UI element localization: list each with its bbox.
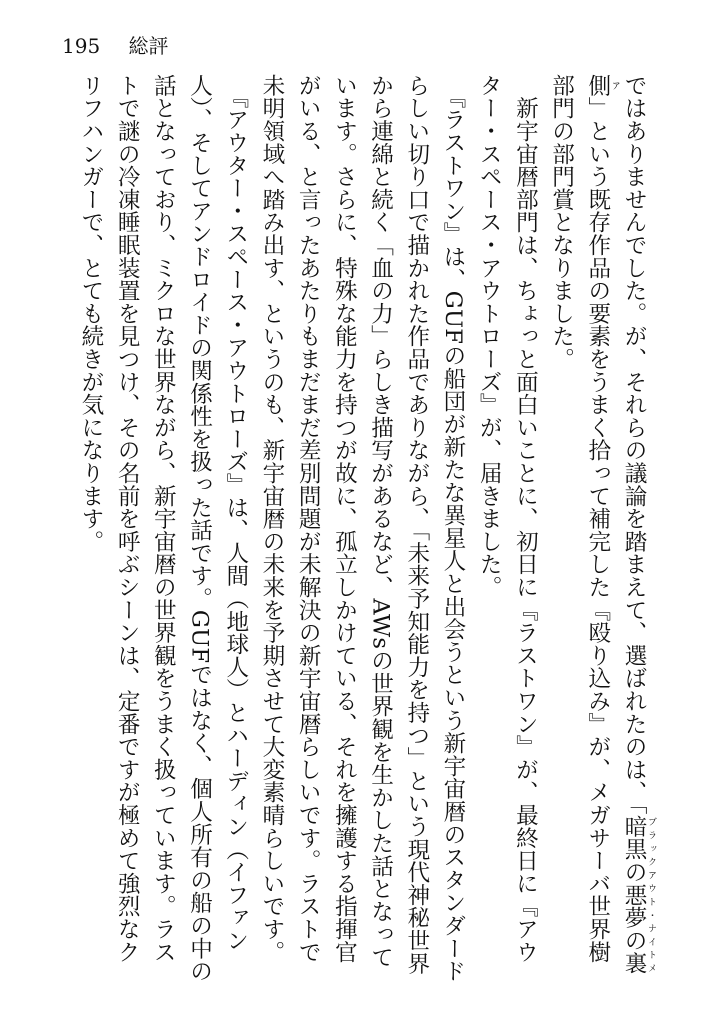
ruby-base: 暗黒の悪夢の裏側 bbox=[584, 74, 647, 975]
vertical-text-body bbox=[73, 74, 656, 984]
page-header bbox=[62, 30, 169, 59]
paragraph-1-end: 」という既存作品の要素をうまく拾って補完した『殴り込み』が、メガサーバ世界樹部門の部門賞となりました。 bbox=[548, 74, 611, 964]
page-number: 195 bbox=[62, 34, 101, 58]
paragraph-4-text: 『アウター・スペース・アウトローズ』は、人間（地球人）とハーディン（イファン人）、そしてアンドロイドの関係性を扱った話です。GUFではなく、個人所有の船の中の話となっており、ミクロな世界ながら、新宇宙暦の世界観をうまく扱っています。ラストで謎の冷凍睡眠装置を見つけ、その名前を呼ぶシーンは、定番ですが極めて強烈なクリフハンガーで、とても続きが気になります。 bbox=[77, 74, 249, 983]
paragraph-1-start: ではありませんでした。が、それらの議論を踏まえて、選ばれたのは、「 bbox=[621, 74, 647, 816]
paragraph-3 bbox=[254, 74, 471, 984]
paragraph-1 bbox=[543, 74, 656, 984]
ruby-reading: ブラックアウト・ナイトメア bbox=[609, 74, 656, 975]
paragraph-2-text: 新宇宙暦部門は、ちょっと面白いことに、初日に『ラストワン』が、最終日に『アウター・スペース・アウトローズ』が、届きました。 bbox=[476, 74, 539, 964]
paragraph-3-text: 『ラストワン』は、GUFの船団が新たな異星人と出会うという新宇宙暦のスタンダードらしい切り口で描かれた作品でありながら、「未来予知能力を持つ」という現代神秘世界から連綿と続く「血の力」らしき描写があるなど、AWsの世界観を生かした話となっています。さらに、特殊な能力を持つが故に、孤立しかけている、それを擁護する指揮官がいる、と言ったあたりもまだまだ差別問題が未解決の新宇宙暦らしいです。ラストで未明領域へ踏み出す、というのも、新宇宙暦の未来を予期させて大変素晴らしいです。 bbox=[258, 74, 466, 983]
paragraph-4 bbox=[73, 74, 254, 984]
paragraph-2 bbox=[471, 74, 543, 984]
section-title: 総評 bbox=[128, 34, 169, 58]
